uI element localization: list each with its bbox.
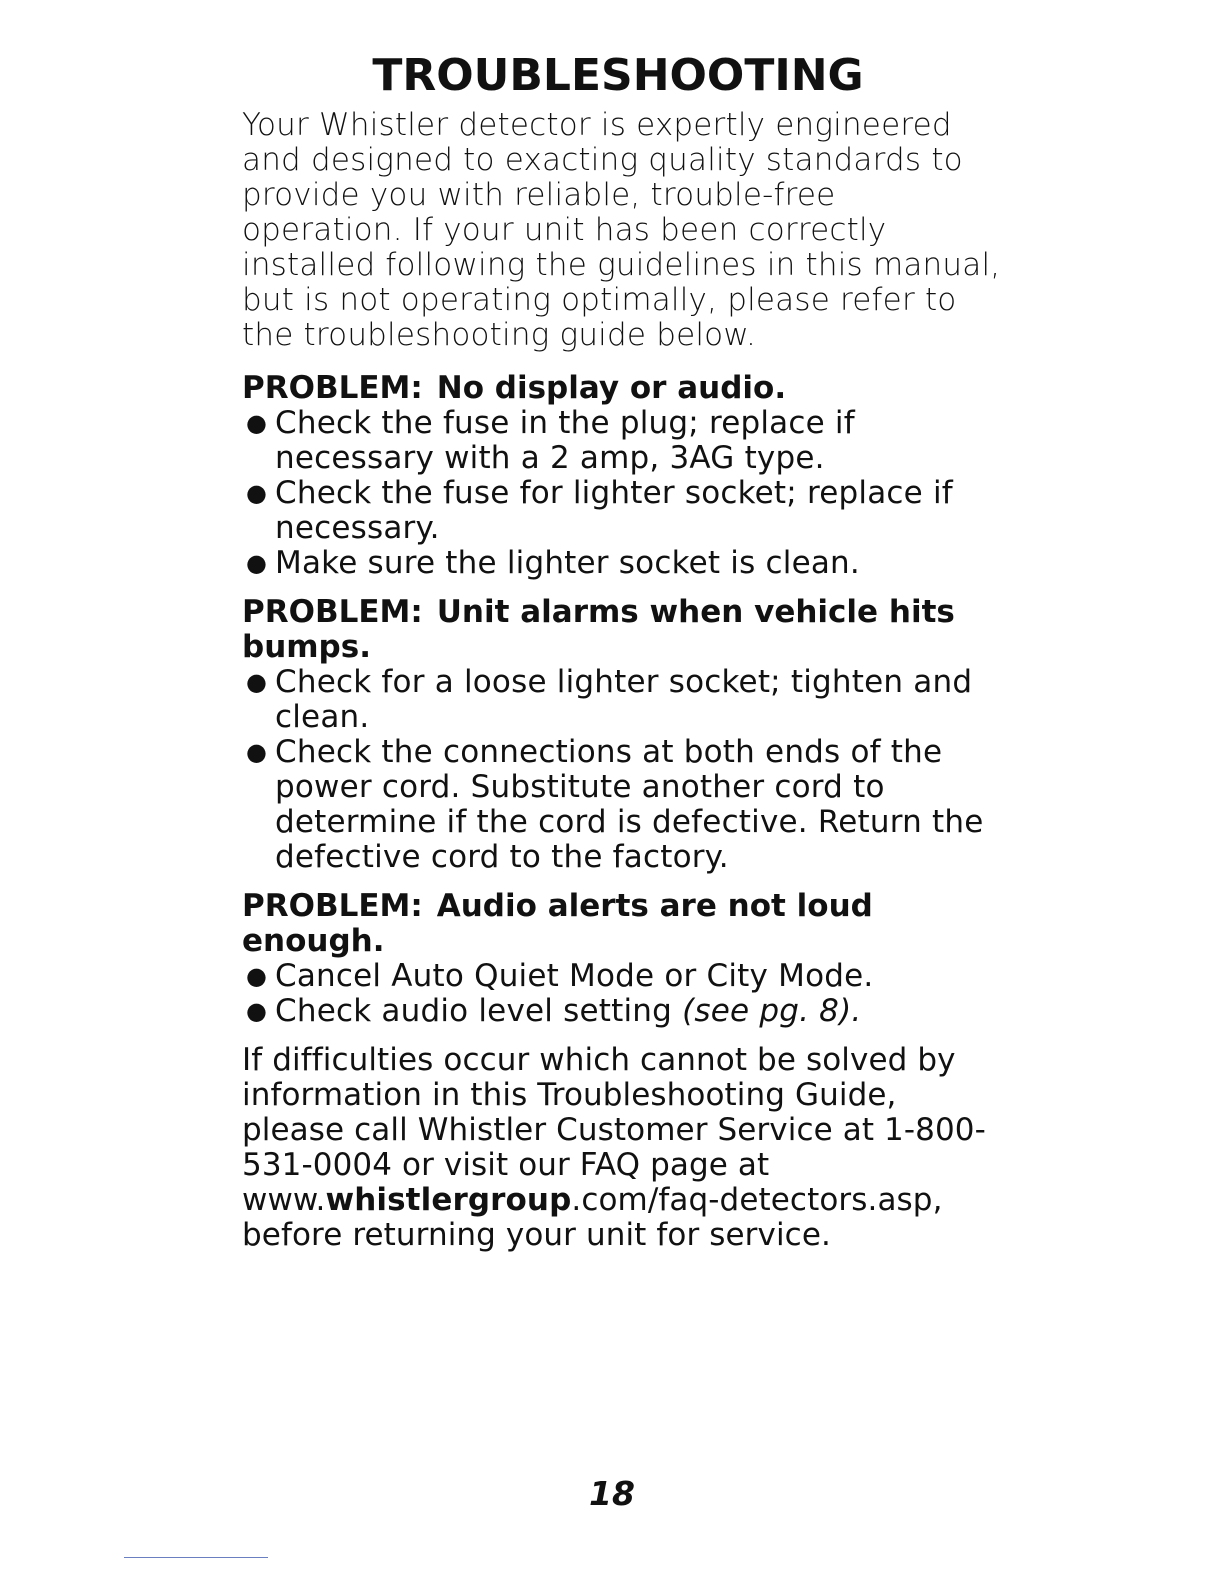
problem-label: PROBLEM:	[242, 370, 423, 406]
list-item: ● Check the fuse in the plug; replace if necessary with a 2 amp, 3AG type.	[246, 405, 855, 476]
problem-title: No display or audio.	[436, 370, 787, 406]
list-item: ● Check the fuse for lighter socket; replace if necessary.	[246, 475, 953, 546]
bullet-list	[242, 959, 1002, 1029]
list-item: ● Cancel Auto Quiet Mode or City Mode.	[246, 958, 874, 994]
problem-section	[242, 371, 1002, 581]
problem-heading	[242, 595, 1002, 665]
bullet-icon: ●	[246, 962, 268, 990]
problem-heading	[242, 371, 1002, 406]
problem-label: PROBLEM:	[242, 888, 423, 924]
list-item: ● Check audio level setting (see pg. 8).	[246, 993, 862, 1029]
intro-paragraph: Your Whistler detector is expertly engineered and designed to exacting quality standards to provide you with reliable, trouble-free operation. If your unit has been correctly installed following the guidelines in this manual, but is not operating optimally, please refer to the troubleshooting guide below.	[242, 107, 1001, 353]
page-reference: (see pg. 8).	[682, 993, 862, 1029]
closing-paragraph: If difficulties occur which cannot be solved by information in this Troubleshooting Guide, please call Whistler Customer Service at 1-800-531-0004 or visit our FAQ page at www.whistlergroup.com/faq-detectors.asp, before returning your unit for service.	[242, 1042, 986, 1253]
bullet-icon: ●	[246, 479, 268, 507]
bullet-list	[242, 406, 1002, 581]
problem-title: Audio alerts are not loud enough.	[242, 888, 873, 959]
bullet-icon: ●	[246, 409, 268, 437]
bullet-icon: ●	[246, 997, 268, 1025]
page-title: TROUBLESHOOTING	[372, 50, 864, 101]
list-item: ● Check for a loose lighter socket; tighten and clean.	[246, 664, 973, 735]
bullet-icon: ●	[246, 549, 268, 577]
list-item: ● Check the connections at both ends of the power cord. Substitute another cord to determine if the cord is defective. Return the defective cord to the factory.	[246, 734, 984, 875]
problem-section	[242, 595, 1002, 875]
footer-divider	[124, 1557, 268, 1558]
bullet-icon: ●	[246, 668, 268, 696]
problem-heading	[242, 889, 1002, 959]
manual-page	[242, 48, 1002, 1253]
faq-url-link[interactable]: www.whistlergroup.com/faq-detectors.asp,	[242, 1182, 943, 1218]
problem-title: Unit alarms when vehicle hits bumps.	[242, 594, 955, 665]
list-item: ● Make sure the lighter socket is clean.	[246, 545, 860, 581]
bullet-icon: ●	[246, 738, 268, 766]
bullet-list	[242, 665, 1002, 875]
problem-label: PROBLEM:	[242, 594, 423, 630]
page-number: 18	[589, 1474, 635, 1513]
problem-section	[242, 889, 1002, 1029]
